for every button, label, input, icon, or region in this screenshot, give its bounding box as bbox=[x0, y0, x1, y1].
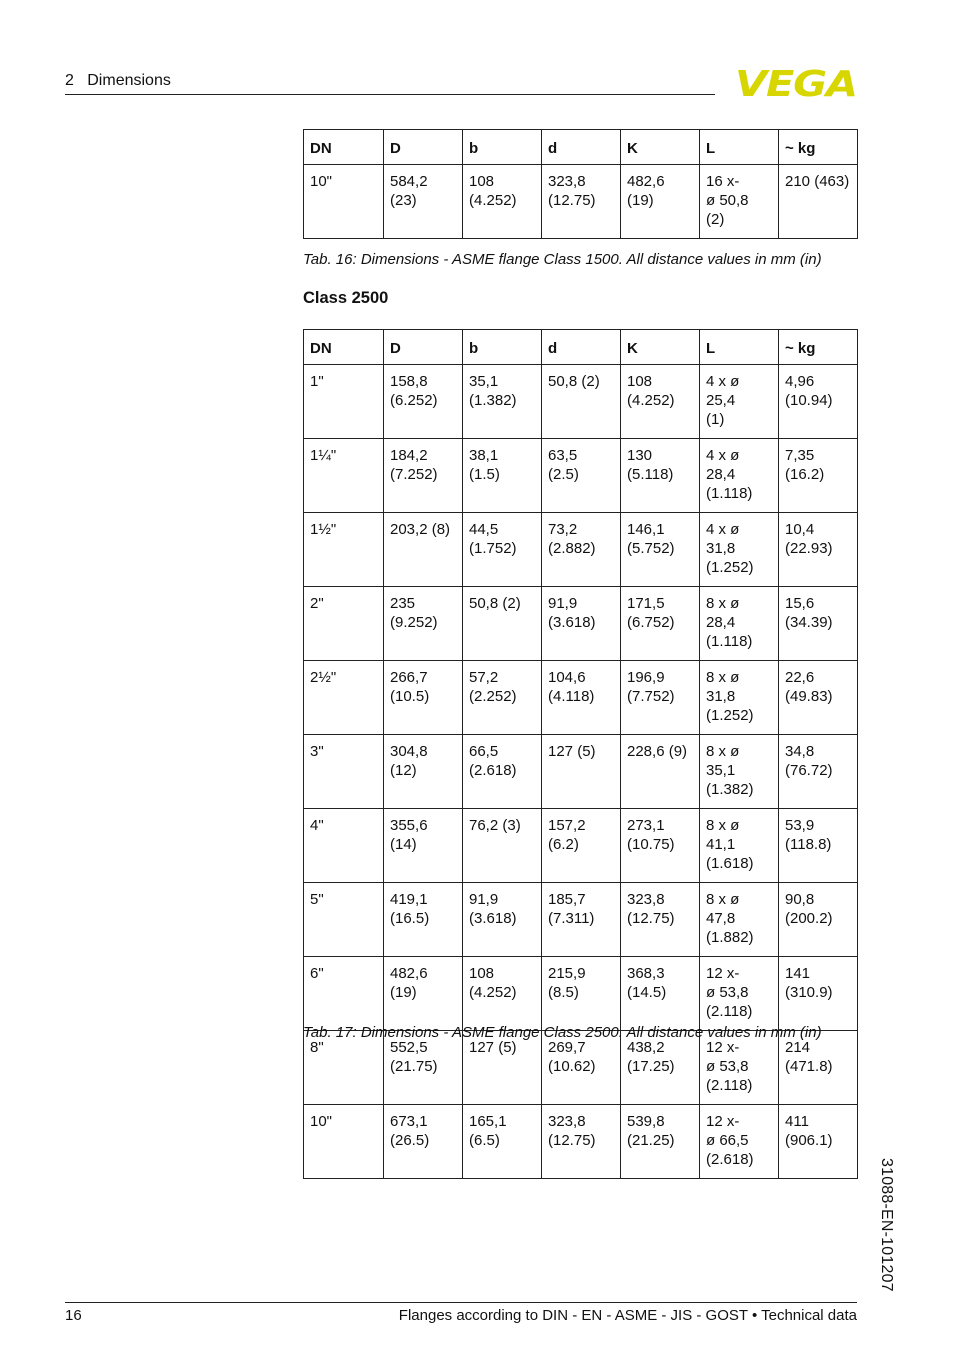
table-row bbox=[304, 735, 858, 809]
table-class-1500 bbox=[303, 129, 858, 239]
table-row bbox=[304, 957, 858, 1031]
column-header: d bbox=[542, 330, 621, 365]
table-cell: 2½" bbox=[304, 661, 384, 735]
column-header: d bbox=[542, 130, 621, 165]
table-cell: 16 x- ø 50,8 (2) bbox=[700, 165, 779, 239]
table-cell: 266,7 (10.5) bbox=[384, 661, 463, 735]
table-cell: 3" bbox=[304, 735, 384, 809]
table-header-row bbox=[304, 330, 858, 365]
footer-rule bbox=[65, 1302, 857, 1303]
table-header-row bbox=[304, 130, 858, 165]
table-cell: 35,1 (1.382) bbox=[463, 365, 542, 439]
section-header bbox=[65, 72, 171, 90]
table-row bbox=[304, 1105, 858, 1179]
table-cell: 90,8 (200.2) bbox=[779, 883, 858, 957]
table-cell: 1¼" bbox=[304, 439, 384, 513]
table-cell: 158,8 (6.252) bbox=[384, 365, 463, 439]
table-cell: 228,6 (9) bbox=[621, 735, 700, 809]
table-cell: 127 (5) bbox=[463, 1031, 542, 1105]
table-cell: 584,2 (23) bbox=[384, 165, 463, 239]
table-cell: 38,1 (1.5) bbox=[463, 439, 542, 513]
table-cell: 482,6 (19) bbox=[621, 165, 700, 239]
table-cell: 1" bbox=[304, 365, 384, 439]
table-cell: 2" bbox=[304, 587, 384, 661]
table-cell: 15,6 (34.39) bbox=[779, 587, 858, 661]
table-cell: 196,9 (7.752) bbox=[621, 661, 700, 735]
table-cell: 50,8 (2) bbox=[463, 587, 542, 661]
table-cell: 12 x- ø 66,5 (2.618) bbox=[700, 1105, 779, 1179]
table-class-2500 bbox=[303, 329, 858, 1179]
table-cell: 157,2 (6.2) bbox=[542, 809, 621, 883]
table-cell: 235 (9.252) bbox=[384, 587, 463, 661]
table-cell: 368,3 (14.5) bbox=[621, 957, 700, 1031]
table-row bbox=[304, 883, 858, 957]
table-cell: 171,5 (6.752) bbox=[621, 587, 700, 661]
table-cell: 108 (4.252) bbox=[463, 165, 542, 239]
table-cell: 8 x ø 31,8 (1.252) bbox=[700, 661, 779, 735]
table-cell: 73,2 (2.882) bbox=[542, 513, 621, 587]
table-cell: 165,1 (6.5) bbox=[463, 1105, 542, 1179]
table-cell: 104,6 (4.118) bbox=[542, 661, 621, 735]
table-cell: 141 (310.9) bbox=[779, 957, 858, 1031]
table-cell: 185,7 (7.311) bbox=[542, 883, 621, 957]
table-cell: 4" bbox=[304, 809, 384, 883]
table-row bbox=[304, 439, 858, 513]
table-cell: 5" bbox=[304, 883, 384, 957]
column-header: DN bbox=[304, 330, 384, 365]
table-cell: 10" bbox=[304, 165, 384, 239]
table-cell: 552,5 (21.75) bbox=[384, 1031, 463, 1105]
table-cell: 203,2 (8) bbox=[384, 513, 463, 587]
table-cell: 22,6 (49.83) bbox=[779, 661, 858, 735]
table-cell: 10,4 (22.93) bbox=[779, 513, 858, 587]
table-cell: 184,2 (7.252) bbox=[384, 439, 463, 513]
table-cell: 10" bbox=[304, 1105, 384, 1179]
table-cell: 8 x ø 28,4 (1.118) bbox=[700, 587, 779, 661]
table-row bbox=[304, 513, 858, 587]
table-cell: 210 (463) bbox=[779, 165, 858, 239]
column-header: L bbox=[700, 330, 779, 365]
table-cell: 66,5 (2.618) bbox=[463, 735, 542, 809]
column-header: ~ kg bbox=[779, 330, 858, 365]
table-cell: 323,8 (12.75) bbox=[542, 165, 621, 239]
table-cell: 12 x- ø 53,8 (2.118) bbox=[700, 1031, 779, 1105]
table-row bbox=[304, 1031, 858, 1105]
table-cell: 34,8 (76.72) bbox=[779, 735, 858, 809]
table-cell: 76,2 (3) bbox=[463, 809, 542, 883]
table-row bbox=[304, 365, 858, 439]
table-cell: 127 (5) bbox=[542, 735, 621, 809]
column-header: b bbox=[463, 330, 542, 365]
table-cell: 4,96 (10.94) bbox=[779, 365, 858, 439]
table-cell: 50,8 (2) bbox=[542, 365, 621, 439]
table-cell: 4 x ø 28,4 (1.118) bbox=[700, 439, 779, 513]
table-cell: 8 x ø 47,8 (1.882) bbox=[700, 883, 779, 957]
table-cell: 8 x ø 41,1 (1.618) bbox=[700, 809, 779, 883]
table-cell: 6" bbox=[304, 957, 384, 1031]
logo-text: VEGA bbox=[735, 65, 857, 99]
header-rule bbox=[65, 94, 715, 95]
column-header: ~ kg bbox=[779, 130, 858, 165]
document-code: 31088-EN-101207 bbox=[878, 1158, 895, 1292]
table-cell: 7,35 (16.2) bbox=[779, 439, 858, 513]
table-row bbox=[304, 809, 858, 883]
vega-logo bbox=[735, 65, 859, 99]
table-17-caption: Tab. 17: Dimensions - ASME flange Class 2500. All distance values in mm (in) bbox=[303, 1024, 822, 1041]
table-cell: 419,1 (16.5) bbox=[384, 883, 463, 957]
column-header: DN bbox=[304, 130, 384, 165]
table-cell: 44,5 (1.752) bbox=[463, 513, 542, 587]
table-cell: 130 (5.118) bbox=[621, 439, 700, 513]
column-header: K bbox=[621, 330, 700, 365]
table-cell: 91,9 (3.618) bbox=[542, 587, 621, 661]
table-16-caption: Tab. 16: Dimensions - ASME flange Class 1500. All distance values in mm (in) bbox=[303, 251, 822, 268]
table-row bbox=[304, 165, 858, 239]
table-cell: 1½" bbox=[304, 513, 384, 587]
table-cell: 8" bbox=[304, 1031, 384, 1105]
table-cell: 269,7 (10.62) bbox=[542, 1031, 621, 1105]
class-2500-heading: Class 2500 bbox=[303, 289, 389, 307]
table-cell: 108 (4.252) bbox=[621, 365, 700, 439]
footer-title: Flanges according to DIN - EN - ASME - JIS - GOST • Technical data bbox=[398, 1307, 857, 1324]
table-cell: 323,8 (12.75) bbox=[542, 1105, 621, 1179]
section-number: 2 bbox=[65, 72, 74, 89]
table-cell: 673,1 (26.5) bbox=[384, 1105, 463, 1179]
table-cell: 12 x- ø 53,8 (2.118) bbox=[700, 957, 779, 1031]
table-cell: 91,9 (3.618) bbox=[463, 883, 542, 957]
table-cell: 146,1 (5.752) bbox=[621, 513, 700, 587]
table-cell: 53,9 (118.8) bbox=[779, 809, 858, 883]
table-cell: 539,8 (21.25) bbox=[621, 1105, 700, 1179]
column-header: D bbox=[384, 130, 463, 165]
table-cell: 4 x ø 25,4 (1) bbox=[700, 365, 779, 439]
table-cell: 438,2 (17.25) bbox=[621, 1031, 700, 1105]
table-cell: 57,2 (2.252) bbox=[463, 661, 542, 735]
table-cell: 108 (4.252) bbox=[463, 957, 542, 1031]
table-row bbox=[304, 661, 858, 735]
page-number: 16 bbox=[65, 1307, 82, 1324]
table-row bbox=[304, 587, 858, 661]
table-cell: 411 (906.1) bbox=[779, 1105, 858, 1179]
column-header: K bbox=[621, 130, 700, 165]
column-header: b bbox=[463, 130, 542, 165]
section-title: Dimensions bbox=[87, 72, 171, 89]
table-cell: 214 (471.8) bbox=[779, 1031, 858, 1105]
table-cell: 4 x ø 31,8 (1.252) bbox=[700, 513, 779, 587]
column-header: L bbox=[700, 130, 779, 165]
table-cell: 355,6 (14) bbox=[384, 809, 463, 883]
column-header: D bbox=[384, 330, 463, 365]
table-cell: 482,6 (19) bbox=[384, 957, 463, 1031]
table-cell: 273,1 (10.75) bbox=[621, 809, 700, 883]
table-cell: 8 x ø 35,1 (1.382) bbox=[700, 735, 779, 809]
table-cell: 304,8 (12) bbox=[384, 735, 463, 809]
table-cell: 215,9 (8.5) bbox=[542, 957, 621, 1031]
table-cell: 323,8 (12.75) bbox=[621, 883, 700, 957]
table-cell: 63,5 (2.5) bbox=[542, 439, 621, 513]
